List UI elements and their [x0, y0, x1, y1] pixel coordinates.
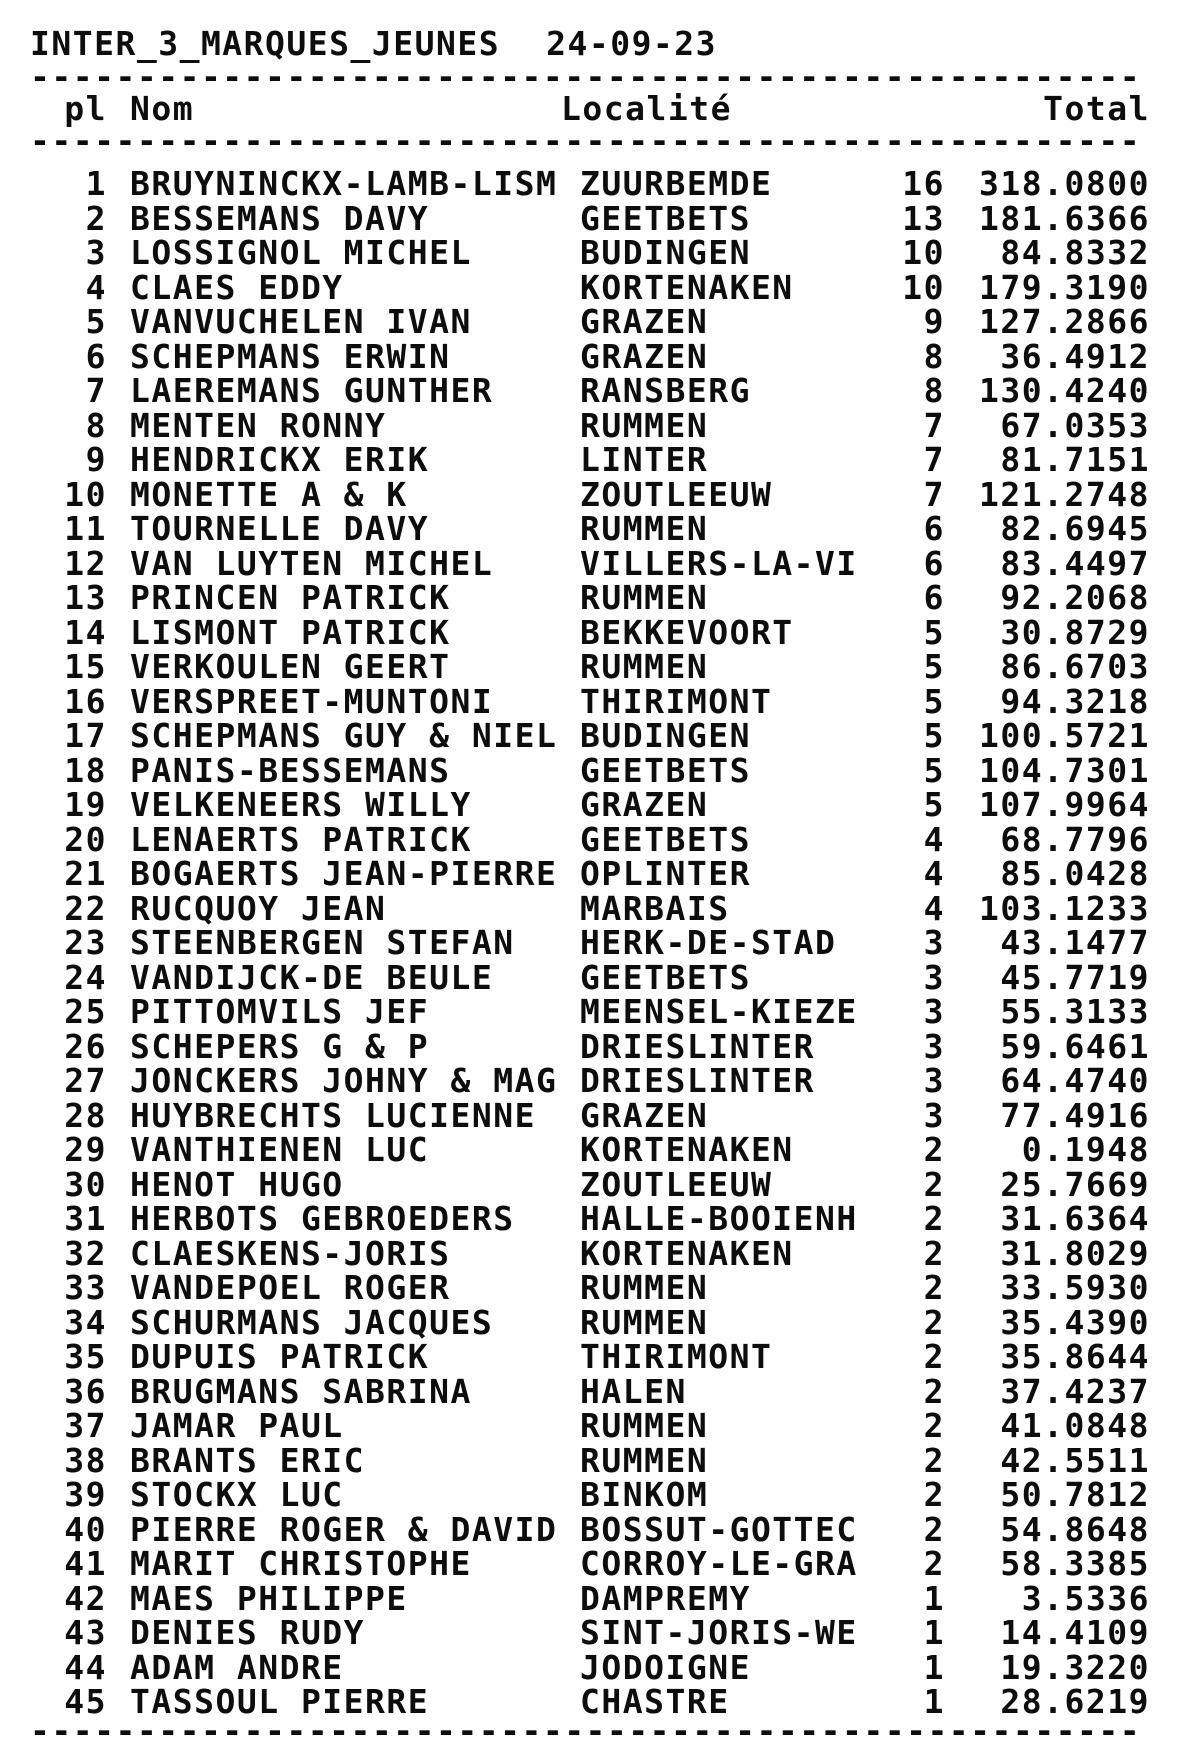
- row-name: SCHURMANS JACQUES: [130, 1305, 494, 1340]
- row-name: MENTEN RONNY: [130, 408, 387, 443]
- row-count: 7: [923, 405, 945, 445]
- row-total: 25.7669: [1000, 1164, 1150, 1204]
- row-name: VERKOULEN GEERT: [130, 650, 451, 685]
- row-locality: RUMMEN: [580, 1443, 709, 1478]
- row-name: BRANTS ERIC: [130, 1443, 366, 1478]
- row-place: 18: [64, 750, 107, 790]
- table-row: [30, 647, 1150, 686]
- page-title: INTER_3_MARQUES_JEUNES: [30, 24, 501, 63]
- row-place: 15: [64, 647, 107, 686]
- row-count: 10: [902, 267, 945, 307]
- row-name: JONCKERS JOHNY & MAG: [130, 1064, 558, 1099]
- row-count: 4: [923, 854, 945, 893]
- row-count: 7: [923, 474, 945, 514]
- row-locality: GEETBETS: [580, 960, 751, 995]
- row-name: HENOT HUGO: [130, 1167, 344, 1202]
- row-total: 100.5721: [979, 716, 1150, 755]
- row-count: 2: [923, 1302, 945, 1342]
- row-name: LOSSIGNOL MICHEL: [130, 236, 472, 271]
- row-name: VANTHIENEN LUC: [130, 1133, 430, 1168]
- row-place: 33: [64, 1268, 107, 1307]
- column-header-localite: Localité: [561, 90, 732, 128]
- row-count: 4: [923, 819, 945, 859]
- row-name: TASSOUL PIERRE: [130, 1685, 430, 1720]
- row-locality: BEKKEVOORT: [580, 615, 794, 650]
- row-total: 31.8029: [1000, 1233, 1150, 1273]
- row-locality: MEENSEL-KIEZE: [580, 995, 858, 1030]
- row-place: 42: [64, 1578, 107, 1618]
- results-table: [30, 164, 1150, 1721]
- row-place: 34: [64, 1302, 107, 1342]
- row-locality: BINKOM: [580, 1478, 709, 1513]
- row-count: 2: [923, 1475, 945, 1514]
- row-count: 10: [902, 233, 945, 272]
- separator-line-header: ----------------------------------------------------: [30, 128, 1142, 154]
- row-place: 28: [64, 1095, 107, 1135]
- row-total: 68.7796: [1000, 819, 1150, 859]
- race-date: 24-09-23: [546, 24, 718, 63]
- row-count: 5: [923, 681, 945, 721]
- row-place: 43: [64, 1613, 107, 1652]
- row-name: LENAERTS PATRICK: [130, 822, 472, 857]
- row-total: 0.1948: [1021, 1130, 1150, 1169]
- row-total: 127.2866: [979, 302, 1150, 341]
- row-place: 32: [64, 1233, 107, 1273]
- row-place: 44: [64, 1647, 107, 1687]
- row-name: CLAES EDDY: [130, 270, 344, 305]
- table-row: [30, 1164, 1150, 1204]
- row-place: 24: [64, 957, 107, 997]
- row-count: 3: [923, 923, 945, 962]
- table-row: [30, 233, 1150, 272]
- row-locality: RUMMEN: [580, 650, 709, 685]
- row-place: 19: [64, 785, 107, 824]
- row-place: 7: [85, 371, 107, 410]
- row-locality: LINTER: [580, 443, 709, 478]
- table-row: [30, 750, 1150, 790]
- row-locality: JODOIGNE: [580, 1650, 751, 1685]
- row-place: 40: [64, 1509, 107, 1549]
- table-row: [30, 474, 1150, 514]
- row-count: 6: [923, 578, 945, 617]
- row-name: MONETTE A & K: [130, 477, 408, 512]
- row-count: 3: [923, 1095, 945, 1135]
- table-row: [30, 1440, 1150, 1480]
- row-locality: MARBAIS: [580, 891, 730, 926]
- row-name: SCHEPMANS GUY & NIEL: [130, 719, 558, 754]
- row-name: JAMAR PAUL: [130, 1409, 344, 1444]
- row-total: 30.8729: [1000, 612, 1150, 652]
- row-locality: VILLERS-LA-VI: [580, 546, 858, 581]
- row-total: 86.6703: [1000, 647, 1150, 686]
- row-place: 11: [64, 509, 107, 548]
- row-place: 36: [64, 1371, 107, 1411]
- row-name: STEENBERGEN STEFAN: [130, 926, 515, 961]
- table-row: [30, 1475, 1150, 1514]
- row-locality: RUMMEN: [580, 512, 709, 547]
- row-name: CLAESKENS-JORIS: [130, 1236, 451, 1271]
- table-row: [30, 1095, 1150, 1135]
- row-total: 181.6366: [979, 198, 1150, 238]
- row-count: 5: [923, 647, 945, 686]
- row-total: 41.0848: [1000, 1406, 1150, 1445]
- row-name: SCHEPERS G & P: [130, 1029, 430, 1064]
- row-count: 5: [923, 612, 945, 652]
- row-total: 55.3133: [1000, 992, 1150, 1031]
- row-name: ADAM ANDRE: [130, 1650, 344, 1685]
- row-count: 2: [923, 1164, 945, 1204]
- row-name: STOCKX LUC: [130, 1478, 344, 1513]
- row-name: PANIS-BESSEMANS: [130, 753, 451, 788]
- row-locality: KORTENAKEN: [580, 270, 794, 305]
- row-total: 31.6364: [1000, 1199, 1150, 1238]
- row-count: 4: [923, 888, 945, 928]
- table-row: [30, 543, 1150, 583]
- table-row: [30, 785, 1150, 824]
- row-total: 82.6945: [1000, 509, 1150, 548]
- row-name: TOURNELLE DAVY: [130, 512, 430, 547]
- row-name: MAES PHILIPPE: [130, 1581, 408, 1616]
- row-name: HERBOTS GEBROEDERS: [130, 1202, 515, 1237]
- row-place: 22: [64, 888, 107, 928]
- row-place: 26: [64, 1026, 107, 1066]
- row-locality: GRAZEN: [580, 305, 709, 340]
- row-locality: GRAZEN: [580, 339, 709, 374]
- row-total: 58.3385: [1000, 1544, 1150, 1583]
- row-place: 2: [85, 198, 107, 238]
- table-row: [30, 1130, 1150, 1169]
- column-header-count: [865, 90, 945, 128]
- table-row: [30, 854, 1150, 893]
- row-name: HENDRICKX ERIK: [130, 443, 430, 478]
- separator-line-top: ----------------------------------------------------: [30, 64, 1142, 90]
- table-row: [30, 302, 1150, 341]
- row-locality: HERK-DE-STAD: [580, 926, 837, 961]
- row-locality: GEETBETS: [580, 201, 751, 236]
- row-locality: GEETBETS: [580, 822, 751, 857]
- row-total: 84.8332: [1000, 233, 1150, 272]
- row-place: 37: [64, 1406, 107, 1445]
- row-count: 8: [923, 371, 945, 410]
- row-place: 35: [64, 1337, 107, 1376]
- row-locality: RUMMEN: [580, 1271, 709, 1306]
- row-locality: GEETBETS: [580, 753, 751, 788]
- row-total: 103.1233: [979, 888, 1150, 928]
- row-count: 5: [923, 716, 945, 755]
- row-place: 17: [64, 716, 107, 755]
- row-total: 77.4916: [1000, 1095, 1150, 1135]
- table-row: [30, 509, 1150, 548]
- row-locality: HALEN: [580, 1374, 687, 1409]
- row-count: 8: [923, 336, 945, 376]
- table-row: [30, 1613, 1150, 1652]
- row-place: 14: [64, 612, 107, 652]
- row-place: 6: [85, 336, 107, 376]
- row-count: 5: [923, 785, 945, 824]
- row-count: 5: [923, 750, 945, 790]
- row-place: 30: [64, 1164, 107, 1204]
- row-total: 28.6219: [1000, 1682, 1150, 1721]
- row-name: DENIES RUDY: [130, 1616, 366, 1651]
- column-header-nom: Nom: [130, 90, 195, 128]
- row-total: 85.0428: [1000, 854, 1150, 893]
- row-total: 83.4497: [1000, 543, 1150, 583]
- row-locality: KORTENAKEN: [580, 1236, 794, 1271]
- table-row: [30, 164, 1150, 203]
- row-count: 2: [923, 1268, 945, 1307]
- row-total: 45.7719: [1000, 957, 1150, 997]
- row-total: 43.1477: [1000, 923, 1150, 962]
- row-name: PRINCEN PATRICK: [130, 581, 451, 616]
- table-row: [30, 681, 1150, 721]
- row-total: 130.4240: [979, 371, 1150, 410]
- row-total: 37.4237: [1000, 1371, 1150, 1411]
- row-count: 2: [923, 1371, 945, 1411]
- row-count: 3: [923, 992, 945, 1031]
- row-place: 8: [85, 405, 107, 445]
- row-total: 3.5336: [1021, 1578, 1150, 1618]
- row-locality: CORROY-LE-GRA: [580, 1547, 858, 1582]
- row-place: 16: [64, 681, 107, 721]
- row-place: 1: [85, 164, 107, 203]
- row-name: PITTOMVILS JEF: [130, 995, 430, 1030]
- row-locality: RUMMEN: [580, 408, 709, 443]
- row-count: 1: [923, 1647, 945, 1687]
- row-place: 10: [64, 474, 107, 514]
- row-count: 1: [923, 1578, 945, 1618]
- row-locality: BUDINGEN: [580, 236, 751, 271]
- row-count: 1: [923, 1682, 945, 1721]
- row-place: 3: [85, 233, 107, 272]
- row-total: 50.7812: [1000, 1475, 1150, 1514]
- row-total: 19.3220: [1000, 1647, 1150, 1687]
- table-row: [30, 1509, 1150, 1549]
- table-row: [30, 578, 1150, 617]
- table-row: [30, 992, 1150, 1031]
- row-place: 39: [64, 1475, 107, 1514]
- row-name: VANVUCHELEN IVAN: [130, 305, 472, 340]
- table-row: [30, 1647, 1150, 1687]
- row-count: 16: [902, 164, 945, 203]
- row-locality: GRAZEN: [580, 788, 709, 823]
- row-place: 5: [85, 302, 107, 341]
- row-place: 38: [64, 1440, 107, 1480]
- column-header-total: Total: [1043, 89, 1150, 128]
- row-locality: DRIESLINTER: [580, 1029, 816, 1064]
- row-place: 21: [64, 854, 107, 893]
- row-name: RUCQUOY JEAN: [130, 891, 387, 926]
- table-row: [30, 1406, 1150, 1445]
- row-total: 318.0800: [979, 164, 1150, 203]
- row-count: 6: [923, 509, 945, 548]
- row-name: BOGAERTS JEAN-PIERRE: [130, 857, 558, 892]
- row-locality: RUMMEN: [580, 1305, 709, 1340]
- row-count: 3: [923, 957, 945, 997]
- row-name: BRUYNINCKX-LAMB-LISM: [130, 167, 558, 202]
- table-row: [30, 1061, 1150, 1100]
- row-locality: ZOUTLEEUW: [580, 477, 773, 512]
- table-row: [30, 405, 1150, 445]
- row-count: 9: [923, 302, 945, 341]
- row-total: 35.4390: [1000, 1302, 1150, 1342]
- row-name: VELKENEERS WILLY: [130, 788, 472, 823]
- row-place: 31: [64, 1199, 107, 1238]
- row-locality: DRIESLINTER: [580, 1064, 816, 1099]
- row-locality: HALLE-BOOIENH: [580, 1202, 858, 1237]
- row-total: 104.7301: [979, 750, 1150, 790]
- table-column-headers: [30, 90, 1150, 128]
- table-row: [30, 371, 1150, 410]
- row-place: 27: [64, 1061, 107, 1100]
- row-name: BESSEMANS DAVY: [130, 201, 430, 236]
- row-total: 121.2748: [979, 474, 1150, 514]
- separator-line-bottom: ----------------------------------------------------: [30, 1717, 1142, 1744]
- row-total: 179.3190: [979, 267, 1150, 307]
- row-total: 92.2068: [1000, 578, 1150, 617]
- row-locality: RUMMEN: [580, 581, 709, 616]
- document-header: [30, 24, 1150, 64]
- row-name: BRUGMANS SABRINA: [130, 1374, 472, 1409]
- row-count: 7: [923, 440, 945, 479]
- row-locality: KORTENAKEN: [580, 1133, 794, 1168]
- table-row: [30, 1302, 1150, 1342]
- row-total: 107.9964: [979, 785, 1150, 824]
- row-count: 1: [923, 1613, 945, 1652]
- row-total: 54.8648: [1000, 1509, 1150, 1549]
- table-row: [30, 1026, 1150, 1066]
- row-place: 29: [64, 1130, 107, 1169]
- row-place: 9: [85, 440, 107, 479]
- row-count: 2: [923, 1509, 945, 1549]
- row-place: 4: [85, 267, 107, 307]
- column-header-pl: pl: [64, 89, 107, 128]
- row-name: PIERRE ROGER & DAVID: [130, 1512, 558, 1547]
- table-row: [30, 1268, 1150, 1307]
- row-locality: ZOUTLEEUW: [580, 1167, 773, 1202]
- row-name: LAEREMANS GUNTHER: [130, 374, 494, 409]
- table-row: [30, 1578, 1150, 1618]
- row-locality: SINT-JORIS-WE: [580, 1616, 858, 1651]
- row-count: 3: [923, 1026, 945, 1066]
- row-locality: RANSBERG: [580, 374, 751, 409]
- row-total: 42.5511: [1000, 1440, 1150, 1480]
- table-row: [30, 612, 1150, 652]
- row-locality: THIRIMONT: [580, 1340, 773, 1375]
- row-locality: GRAZEN: [580, 1098, 709, 1133]
- row-total: 64.4740: [1000, 1061, 1150, 1100]
- row-name: MARIT CHRISTOPHE: [130, 1547, 472, 1582]
- row-count: 2: [923, 1544, 945, 1583]
- row-name: SCHEPMANS ERWIN: [130, 339, 451, 374]
- table-row: [30, 957, 1150, 997]
- table-row: [30, 888, 1150, 928]
- row-total: 36.4912: [1000, 336, 1150, 376]
- table-row: [30, 1337, 1150, 1376]
- row-place: 20: [64, 819, 107, 859]
- row-locality: BOSSUT-GOTTEC: [580, 1512, 858, 1547]
- row-name: VANDIJCK-DE BEULE: [130, 960, 494, 995]
- row-locality: OPLINTER: [580, 857, 751, 892]
- table-row: [30, 336, 1150, 376]
- table-row: [30, 819, 1150, 859]
- row-locality: DAMPREMY: [580, 1581, 751, 1616]
- row-locality: RUMMEN: [580, 1409, 709, 1444]
- row-count: 2: [923, 1233, 945, 1273]
- table-row: [30, 440, 1150, 479]
- table-row: [30, 1682, 1150, 1721]
- row-place: 13: [64, 578, 107, 617]
- table-row: [30, 1544, 1150, 1583]
- row-place: 41: [64, 1544, 107, 1583]
- table-row: [30, 1233, 1150, 1273]
- row-total: 59.6461: [1000, 1026, 1150, 1066]
- row-count: 2: [923, 1337, 945, 1376]
- row-name: HUYBRECHTS LUCIENNE: [130, 1098, 536, 1133]
- table-row: [30, 198, 1150, 238]
- row-total: 81.7151: [1000, 440, 1150, 479]
- row-count: 3: [923, 1061, 945, 1100]
- row-count: 2: [923, 1130, 945, 1169]
- row-total: 35.8644: [1000, 1337, 1150, 1376]
- row-name: VAN LUYTEN MICHEL: [130, 546, 494, 581]
- row-name: VANDEPOEL ROGER: [130, 1271, 451, 1306]
- row-count: 2: [923, 1406, 945, 1445]
- table-row: [30, 923, 1150, 962]
- row-count: 2: [923, 1440, 945, 1480]
- table-row: [30, 716, 1150, 755]
- row-name: VERSPREET-MUNTONI: [130, 684, 494, 719]
- row-locality: ZUURBEMDE: [580, 167, 773, 202]
- row-total: 94.3218: [1000, 681, 1150, 721]
- row-name: LISMONT PATRICK: [130, 615, 451, 650]
- row-place: 12: [64, 543, 107, 583]
- row-locality: BUDINGEN: [580, 719, 751, 754]
- row-count: 2: [923, 1199, 945, 1238]
- table-row: [30, 1371, 1150, 1411]
- row-place: 25: [64, 992, 107, 1031]
- row-total: 14.4109: [1000, 1613, 1150, 1652]
- row-locality: CHASTRE: [580, 1685, 730, 1720]
- row-count: 6: [923, 543, 945, 583]
- row-total: 67.0353: [1000, 405, 1150, 445]
- row-name: DUPUIS PATRICK: [130, 1340, 430, 1375]
- row-locality: THIRIMONT: [580, 684, 773, 719]
- row-total: 33.5930: [1000, 1268, 1150, 1307]
- table-row: [30, 1199, 1150, 1238]
- row-place: 45: [64, 1682, 107, 1721]
- row-count: 13: [902, 198, 945, 238]
- row-place: 23: [64, 923, 107, 962]
- table-row: [30, 267, 1150, 307]
